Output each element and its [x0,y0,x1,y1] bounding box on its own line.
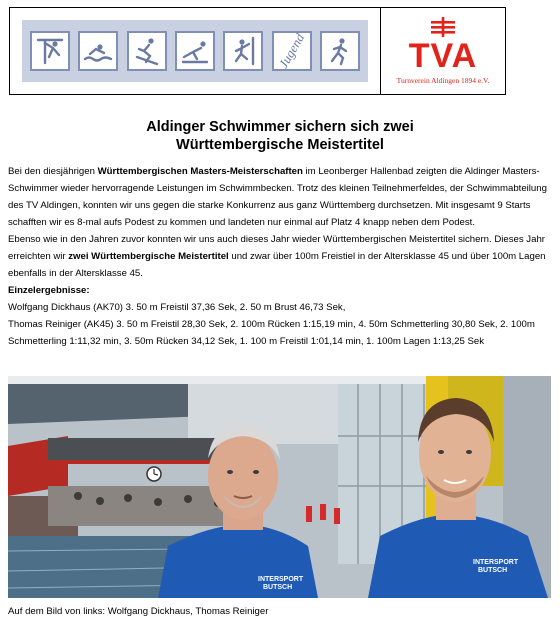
article-title [0,118,560,154]
result-line-1: Wolfgang Dickhaus (AK70) 3. 50 m Freistil 37,36 Sek, 2. 50 m Brust 46,73 Sek, [8,302,346,313]
article-title-line1: Aldinger Schwimmer sichern sich zwei [146,119,414,135]
article-title-line2: Württembergische Meistertitel [176,137,384,153]
jugend-icon[interactable] [272,31,312,71]
site-header [9,7,506,95]
club-emblem-icon [428,17,458,37]
result-line-2: Thomas Reiniger (AK45) 3. 50 m Freistil 28,30 Sek, 2. 100m Rücken 1:15,19 min, 4. 50m Schmetterling 30,80 Sek, 2. 100m Schmetterling 1:11,32 min, 3. 50m Rücken 34,12 Sek, 1. 100 m Freistil 1:01,14 min, 1. 100m Lagen 1:13,25 Sek [8,319,535,347]
paragraph-titles [8,231,554,282]
shirt-logo-right: INTERSPORT [473,559,519,566]
skiing-icon[interactable] [127,31,167,71]
climbing-icon[interactable] [223,31,263,71]
running-icon[interactable] [320,31,360,71]
photo-caption: Auf dem Bild von links: Wolfgang Dickhaus, Thomas Reiniger [8,606,269,617]
swimming-icon[interactable] [78,31,118,71]
text-span: und zwar über 100m Freistiel in der Altersklasse 45 und über 100m Lagen ebenfalls in der Altersklasse 45. [8,251,546,279]
sport-icon-strip [22,20,368,82]
jugend-label: Jugend [275,30,308,71]
bold-text: Württembergischen Masters-Meisterschaften [97,166,303,177]
shirt-logo-left: INTERSPORT [258,576,304,583]
gymnastics-icon[interactable] [30,31,70,71]
paragraph-intro [8,163,554,231]
text-span: Ebenso wie in den Jahren zuvor konnten wir uns auch dieses Jahr wieder Württembergischen Meistertitel sichern. Dieses Jahr erreichten wir [8,234,545,262]
logo-text: TVA [408,37,478,75]
text-span: im Leonberger Hallenbad zeigten die Aldinger Masters-Schwimmer wieder hervorragende Leistungen im Schwimmbecken. Trotz des kleinen Teilnehmerfeldes, der Schwimmabteilung des TV Aldingen, konnten wir uns gegen die starke Konkurrenz aus ganz Württemberg durchsetzen. Mit insgesamt 9 Starts schafften wir es 8-mal aufs Podest zu kommen und landeten nur einmal auf Platz 4 knapp neben dem Podest. [8,166,547,228]
bold-text: zwei Württembergische Meistertitel [68,251,229,262]
results-heading [8,282,554,299]
shirt-store-right: BUTSCH [478,567,508,574]
logo-subtext: Turnverein Aldingen 1894 e.V. [396,76,490,85]
shirt-store-left: BUTSCH [263,584,293,591]
results-heading-text: Einzelergebnisse: [8,285,90,296]
article-photo[interactable] [8,376,551,598]
photo-illustration [8,376,551,598]
diving-icon[interactable] [175,31,215,71]
sport-icons-cell [10,8,381,94]
tva-logo[interactable] [381,8,505,94]
text-span: Bei den diesjährigen [8,166,98,177]
article-body [8,163,554,350]
